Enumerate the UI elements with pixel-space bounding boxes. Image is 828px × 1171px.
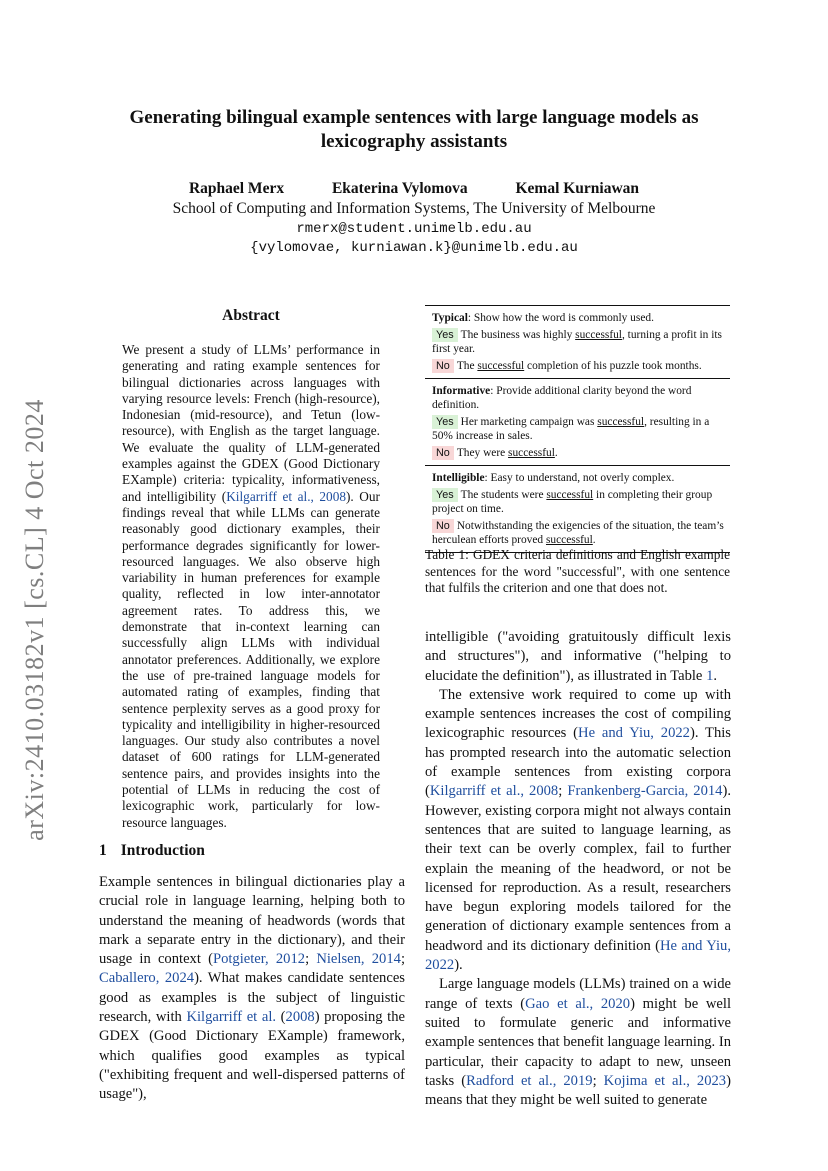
intro-paragraph: Example sentences in bilingual dictionaries play a crucial role in language learning, helping both to understand the meaning of headwords (words that mark a separate entry in the dictionary), and their usage in context (Potgieter, 2012; Nielsen, 2014; Caballero, 2024). What makes candidate sentences good as examples is the subject of linguistic research, with Kilgarriff et al. (2008) proposing the GDEX (Good Dictionary EXample) framework, which qualifies good examples as typical ("exhibiting frequent and well-dispersed patterns of usage"), <box>99 874 405 1103</box>
citation-link[interactable]: Kilgarriff et al. <box>186 1009 277 1026</box>
paragraph: intelligible ("avoiding gratuitously difficult lexis and structures"), and informative ("helping to elucidate the definition"), as illustrated in Table 1. <box>425 629 731 684</box>
citation-link[interactable]: Frankenberg-Garcia, 2014 <box>567 783 723 800</box>
paper-title: Generating bilingual example sentences with large language models as lexicography assistants <box>129 107 699 152</box>
affiliation: School of Computing and Information Systems, The University of Melbourne <box>172 200 656 217</box>
author-name: Raphael Merx <box>188 180 285 197</box>
section-title: Introduction <box>120 842 205 859</box>
arxiv-stamp: arXiv:2410.03182v1 [cs.CL] 4 Oct 2024 <box>20 399 50 841</box>
citation-link[interactable]: Gao et al., 2020 <box>525 995 631 1012</box>
author-list <box>100 180 728 198</box>
criterion-definition: : Provide additional clarity beyond the word definition. <box>432 385 692 411</box>
section-number: 1 <box>99 842 107 859</box>
criterion-name: Typical <box>432 312 468 324</box>
yes-badge: Yes <box>432 488 458 502</box>
no-badge: No <box>432 359 454 373</box>
yes-badge: Yes <box>432 328 458 342</box>
citation-link[interactable]: Kilgarriff et al., 2008 <box>226 488 346 504</box>
table-row <box>425 378 730 465</box>
example-yes: Yes The business was highly successful, turning a profit in its first year. <box>432 329 722 355</box>
example-no: No Notwithstanding the exigencies of the situation, the team’s herculean efforts proved successful. <box>432 520 724 546</box>
table-row <box>425 306 730 378</box>
yes-badge: Yes <box>432 415 458 429</box>
criterion-definition: : Easy to understand, not overly complex. <box>484 472 675 484</box>
citation-link[interactable]: Caballero, 2024 <box>99 970 195 987</box>
criterion-definition: : Show how the word is commonly used. <box>467 312 654 324</box>
author-name: Kemal Kurniawan <box>515 180 640 197</box>
author-name: Ekaterina Vylomova <box>331 180 468 197</box>
email-address: {vylomovae, kurniawan.k}@unimelb.edu.au <box>250 240 578 256</box>
example-yes: Yes Her marketing campaign was successful, resulting in a 50% increase in sales. <box>432 416 710 442</box>
citation-link[interactable]: He and Yiu, 2022 <box>425 937 731 974</box>
table-caption: Table 1: GDEX criteria definitions and English example sentences for the word "successful", with one sentence that fulfils the criterion and one that does not. <box>425 547 730 595</box>
example-yes: Yes The students were successful in completing their group project on time. <box>432 489 713 515</box>
gdex-table <box>425 305 730 553</box>
citation-link[interactable]: Radford et al., 2019 <box>466 1072 593 1089</box>
citation-link[interactable]: Nielsen, 2014 <box>316 951 401 968</box>
no-badge: No <box>432 446 454 460</box>
email-address: rmerx@student.unimelb.edu.au <box>296 221 532 237</box>
section-heading <box>99 842 205 860</box>
abstract-heading: Abstract <box>222 307 280 324</box>
criterion-name: Intelligible <box>432 472 485 484</box>
right-column-text <box>425 628 731 1110</box>
citation-link[interactable]: He and Yiu, 2022 <box>578 725 690 742</box>
criterion-name: Informative <box>432 385 491 397</box>
citation-link[interactable]: 2008 <box>285 1009 315 1026</box>
example-no: No The successful completion of his puzzle took months. <box>432 359 730 373</box>
table-row <box>425 465 730 552</box>
abstract-text: We present a study of LLMs’ performance in generating and rating example sentences for bilingual dictionaries across languages with varying resource levels: French (high-resource), Indonesian (mid-resource), and Tetun (low-resource), with English as the target language. We evaluate the quality of LLM-generated examples against the GDEX (Good Dictionary EXample) criteria: typicality, informativeness, and intelligibility (Kilgarriff et al., 2008). Our findings reveal that while LLMs can generate reasonably good dictionary examples, their performance degrades significantly for lower-resourced languages. We also observe high variability in human preferences for example quality, reflected in low inter-annotator agreement rates. To address this, we demonstrate that in-context learning can successfully align LLMs with individual annotator preferences. Additionally, we explore the use of pre-trained language models for automated rating of examples, finding that sentence perplexity serves as a good proxy for typicality and intelligibility in higher-resourced languages. Our study also contributes a novel dataset of 600 ratings for LLM-generated sentence pairs, and provides insights into the potential of LLMs in reducing the cost of lexicographic work, particularly for low-resource languages. <box>122 342 380 830</box>
no-badge: No <box>432 519 454 533</box>
citation-link[interactable]: Kilgarriff et al., 2008 <box>429 783 559 800</box>
paragraph: Large language models (LLMs) trained on a wide range of texts (Gao et al., 2020) might be well suited to formulate generic and informative example sentences that benefit language learning. In particular, their capacity to adapt to new, unseen tasks (Radford et al., 2019; Kojima et al., 2023) means that they might be well suited to generate <box>425 976 731 1109</box>
example-no: No They were successful. <box>432 446 730 460</box>
paragraph: The extensive work required to come up with example sentences increases the cost of compiling lexicographic resources (He and Yiu, 2022). This has prompted research into the automatic selection of example sentences from existing corpora (Kilgarriff et al., 2008; Frankenberg-Garcia, 2014). However, existing corpora might not always contain sentences that are suited to language learning, as their text can be overly complex, fail to further explain the meaning of the headword, or not be licensed for reproduction. As a result, researchers have begun exploring models tailored for the generation of dictionary example sentences from a headword and its dictionary definition (He and Yiu, 2022). <box>425 686 731 974</box>
citation-link[interactable]: Potgieter, 2012 <box>212 951 306 968</box>
table-reference-link[interactable]: 1 <box>706 667 714 684</box>
citation-link[interactable]: Kojima et al., 2023 <box>603 1072 727 1089</box>
